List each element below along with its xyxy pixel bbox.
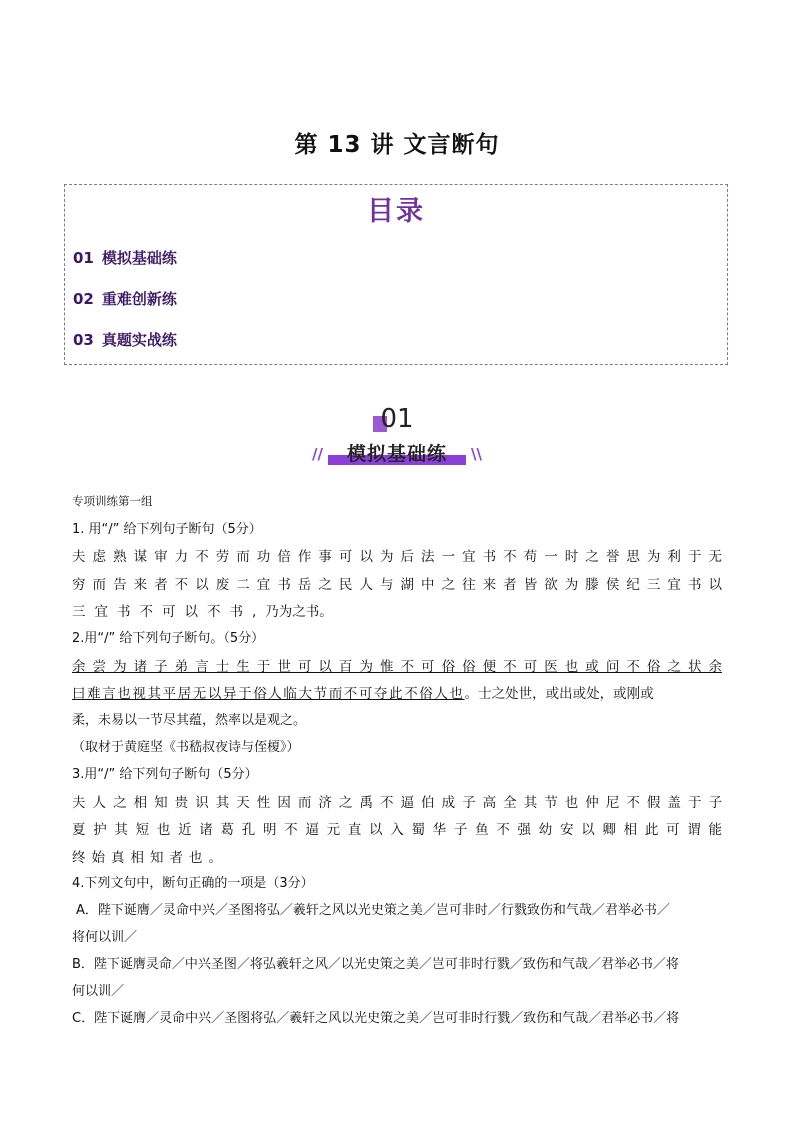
- section-number: 01: [380, 404, 414, 434]
- page-title: 第 13 讲 文言断句: [294, 132, 500, 158]
- question-2-prompt: 2.用“/” 给下列句子断句。（5分）: [72, 631, 265, 646]
- question-2-line: 余尝为诸子弟言士生于世可以百为惟不可俗俗便不可医也或问不俗之状余: [72, 659, 722, 675]
- question-3-line: 夫人之相知贵识其天性因而济之禹不逼伯成子高全其节也仲尼不假盖于子: [72, 795, 722, 811]
- question-4-option-a: A．陛下诞膺／灵命中兴／圣图将弘／羲轩之风以光史策之美／岂可非时／行戮致伤和气哉／君举必书／: [76, 903, 670, 918]
- question-1-line: 穷而告来者不以废二宜书岳之民人与湖中之往来者皆欲为滕侯纪三宜书以: [72, 577, 722, 593]
- toc-item-number: 01: [73, 249, 94, 267]
- question-4-option-b: B．陛下诞膺灵命／中兴圣图／将弘羲轩之风／以光史策之美／岂可非时行戮／致伤和气哉／君举必书／将: [72, 957, 679, 972]
- toc-item-number: 02: [73, 290, 94, 308]
- question-1-line-rest: 乃为之书。: [265, 604, 333, 620]
- group-heading: 专项训练第一组: [72, 494, 153, 508]
- question-2-line: [72, 682, 654, 702]
- section-left-decoration: //: [312, 445, 323, 463]
- question-3-line: 终始真相知者也。: [72, 850, 228, 866]
- question-1-prompt: 1. 用“/” 给下列句子断句（5分）: [72, 522, 262, 537]
- question-4-option-b-cont: 何以训／: [72, 984, 125, 999]
- question-1-line-spaced: 三宜书不可以不书,: [72, 604, 266, 620]
- toc-item-label: 模拟基础练: [101, 249, 177, 267]
- toc-item-03[interactable]: [73, 329, 177, 350]
- question-4-option-a-cont: 将何以训／: [72, 930, 138, 945]
- question-2-line-underlined: 曰难言也视其平居无以异于俗人临大节而不可夺此不俗人也: [72, 686, 465, 702]
- section-right-decoration: \\: [471, 445, 482, 463]
- question-4-prompt: 4.下列文句中，断句正确的一项是（3分）: [72, 876, 314, 891]
- section-banner: [310, 438, 484, 468]
- toc-item-02[interactable]: [73, 288, 177, 309]
- toc-item-label: 重难创新练: [101, 290, 177, 308]
- toc-heading: 目录: [367, 196, 425, 227]
- question-2-source: （取材于黄庭坚《书嵇叔夜诗与侄榎》）: [72, 740, 300, 755]
- question-2-line-rest: 。士之处世，或出或处，或刚或: [464, 686, 654, 702]
- question-4-option-c: C．陛下诞膺／灵命中兴／圣图将弘／羲轩之风以光史策之美／岂可非时行戮／致伤和气哉／君举必书／将: [72, 1011, 680, 1026]
- toc-item-01[interactable]: [73, 247, 177, 268]
- question-1-line: 夫虑熟谋审力不劳而功倍作事可以为后法一宜书不苟一时之誉思为利于无: [72, 549, 722, 565]
- table-of-contents: [64, 184, 728, 365]
- question-3-line: 夏护其短也近诸葛孔明不逼元直以入蜀华子鱼不强幼安以卿相此可谓能: [72, 822, 722, 838]
- section-label: 模拟基础练: [346, 443, 447, 465]
- question-3-prompt: 3.用“/” 给下列句子断句（5分）: [72, 767, 258, 782]
- question-1-line: [72, 600, 333, 620]
- toc-item-label: 真题实战练: [101, 331, 177, 349]
- question-2-line: 柔，未易以一节尽其蕴，然率以是观之。: [72, 713, 307, 728]
- toc-item-number: 03: [73, 331, 94, 349]
